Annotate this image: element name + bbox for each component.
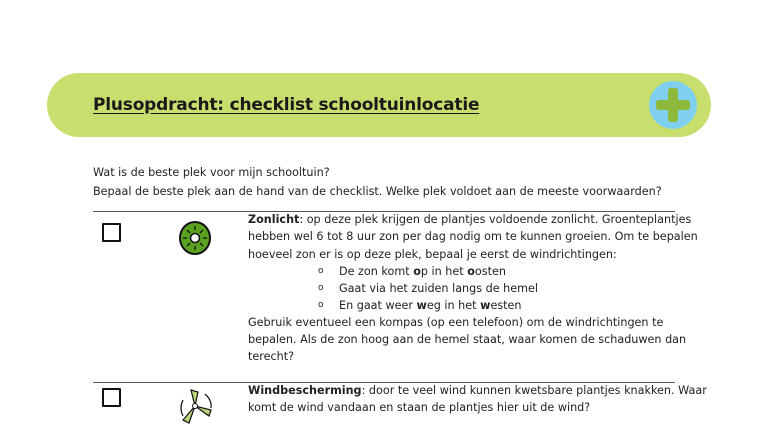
header-banner bbox=[47, 73, 711, 137]
bullet-glyph: o bbox=[318, 300, 324, 310]
sun-icon bbox=[178, 221, 212, 255]
checkbox-zonlicht[interactable] bbox=[102, 223, 121, 242]
bullet-glyph: o bbox=[318, 266, 324, 276]
item-term: Windbescherming bbox=[248, 384, 362, 397]
item-text: : op deze plek krijgen de plantjes voldoende zonlicht. Groenteplantjes bbox=[299, 213, 692, 226]
item-text: : door te veel wind kunnen kwetsbare plantjes knakken. Waar bbox=[361, 384, 707, 397]
item-text-line: bepalen. Als de zon hoog aan de hemel staat, waar komen de schaduwen dan bbox=[248, 333, 687, 346]
intro-instruction: Bepaal de beste plek aan de hand van de checklist. Welke plek voldoet aan de meeste voorwaarden? bbox=[93, 185, 662, 198]
windmill-icon bbox=[175, 388, 215, 424]
item-text-line: terecht? bbox=[248, 350, 295, 363]
bullet-glyph: o bbox=[318, 283, 324, 293]
item-text-line: komt de wind vandaan en staan de plantjes hier uit de wind? bbox=[248, 401, 591, 414]
item-term: Zonlicht bbox=[248, 213, 300, 226]
page-title: Plusopdracht: checklist schooltuinlocatie bbox=[93, 95, 480, 115]
plus-icon bbox=[649, 81, 697, 129]
item-text-line: Gebruik eventueel een kompas (op een telefoon) om de windrichtingen te bbox=[248, 316, 664, 329]
intro-question: Wat is de beste plek voor mijn schooltuin? bbox=[93, 166, 330, 179]
item-text-line: hebben wel 6 tot 8 uur zon per dag nodig om te kunnen groeien. Om te bepalen bbox=[248, 230, 698, 243]
item-text-line bbox=[248, 211, 691, 228]
item-text-line: hoeveel zon er is op deze plek, bepaal je eerst de windrichtingen: bbox=[248, 248, 617, 261]
checkbox-windbescherming[interactable] bbox=[102, 388, 121, 407]
item-text-line bbox=[248, 382, 707, 399]
